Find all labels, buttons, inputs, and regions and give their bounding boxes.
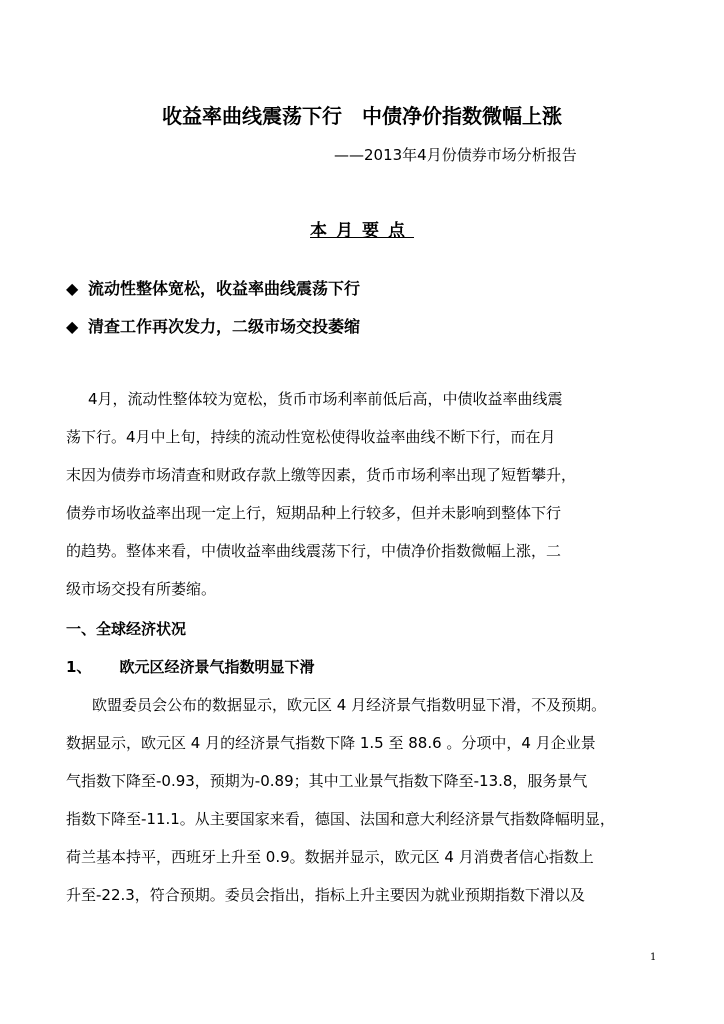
summary-line: 4月，流动性整体较为宽松，货币市场利率前低后高，中债收益率曲线震 [88, 390, 563, 408]
page-number: 1 [650, 952, 657, 963]
report-title: 收益率曲线震荡下行 中债净价指数微幅上涨 [162, 104, 562, 128]
body-line: 升至-22.3，符合预期。委员会指出，指标上升主要因为就业预期指数下滑以及 [66, 886, 585, 904]
summary-line: 末因为债券市场清查和财政存款上缴等因素，货币市场利率出现了短暂攀升， [66, 466, 577, 484]
summary-line: 债券市场收益率出现一定上行，短期品种上行较多，但并未影响到整体下行 [66, 504, 562, 522]
key-point-1 [66, 276, 360, 299]
report-subtitle: ——2013年4月份债券市场分析报告 [334, 146, 577, 164]
diamond-bullet-icon: ◆ [66, 279, 79, 298]
diamond-bullet-icon: ◆ [66, 317, 79, 336]
key-points-heading: 本月要点 [310, 221, 414, 241]
summary-line: 级市场交投有所萎缩。 [66, 580, 217, 598]
body-line: 数据显示，欧元区 4 月的经济景气指数下降 1.5 至 88.6 。分项中，4 月企业景 [66, 734, 596, 752]
summary-line: 荡下行。4月中上旬，持续的流动性宽松使得收益率曲线不断下行，而在月 [66, 428, 556, 446]
summary-line: 的趋势。整体来看，中债收益率曲线震荡下行，中债净价指数微幅上涨，二 [66, 542, 562, 560]
subsection-heading-1 [66, 656, 314, 677]
body-line: 气指数下降至-0.93，预期为-0.89；其中工业景气指数下降至-13.8，服务景气 [66, 772, 588, 790]
body-line: 欧盟委员会公布的数据显示，欧元区 4 月经济景气指数明显下滑，不及预期。 [92, 696, 607, 714]
body-line: 指数下降至-11.1。从主要国家来看，德国、法国和意大利经济景气指数降幅明显， [66, 810, 615, 828]
subsection-title: 欧元区经济景气指数明显下滑 [119, 658, 315, 676]
body-paragraph [66, 686, 666, 914]
section-heading-1: 一、全球经济状况 [66, 620, 187, 638]
key-point-text: 流动性整体宽松，收益率曲线震荡下行 [88, 279, 361, 298]
body-line: 荷兰基本持平，西班牙上升至 0.9。数据并显示，欧元区 4 月消费者信心指数上 [66, 848, 594, 866]
key-point-text: 清查工作再次发力，二级市场交投萎缩 [88, 317, 361, 336]
summary-paragraph [66, 380, 666, 608]
subsection-number: 1、 [66, 658, 92, 676]
key-point-2 [66, 314, 360, 337]
